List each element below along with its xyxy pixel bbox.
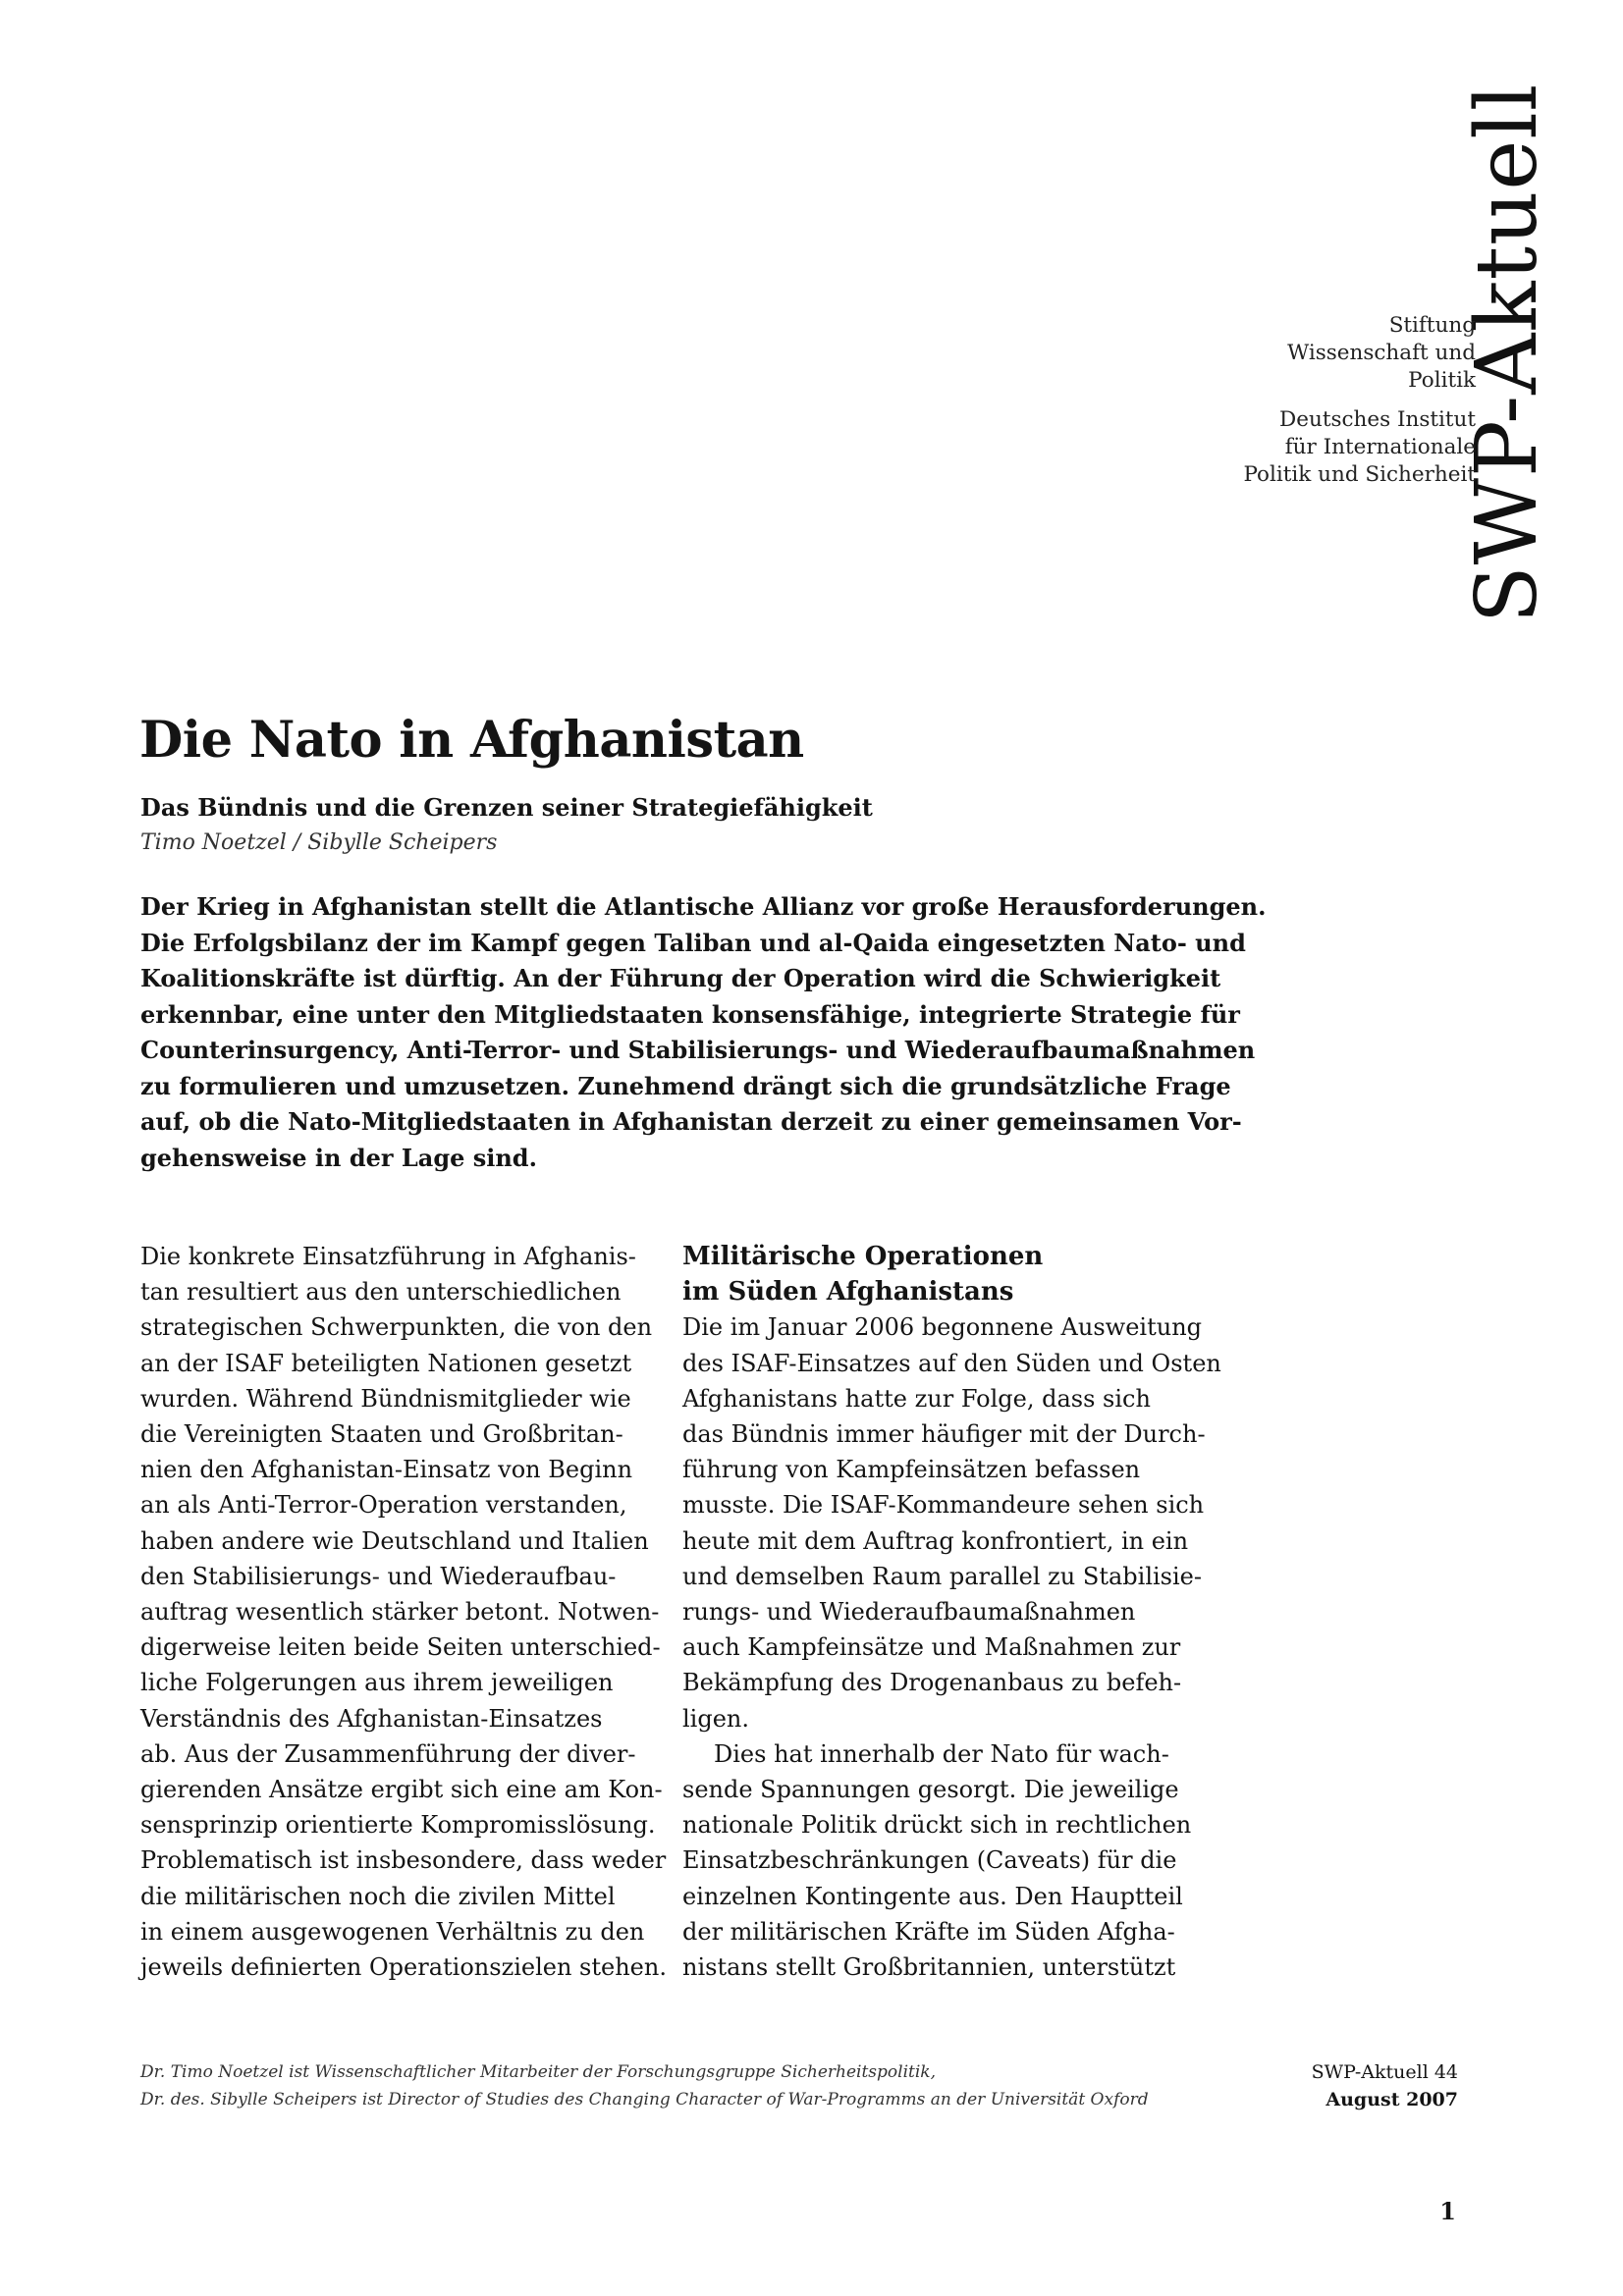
author-footnote [140, 2058, 1149, 2113]
body-line: Einsatzbeschränkungen (Caveats) für die [682, 1846, 1177, 1875]
institute-subtitle-line: Politik und Sicherheit [1243, 462, 1476, 487]
body-line: in einem ausgewogenen Verhältnis zu den [140, 1917, 645, 1946]
body-column-right [682, 1239, 1221, 1985]
abstract-line: Die Erfolgsbilanz der im Kampf gegen Taliban und al-Qaida eingesetzten Nato- und [140, 928, 1246, 957]
body-line: Bekämpfung des Drogenanbaus zu befeh- [682, 1669, 1182, 1697]
body-line: die militärischen noch die zivilen Mittel [140, 1882, 616, 1910]
body-line: jeweils definierten Operationszielen stehen. [140, 1953, 667, 1982]
body-line: auch Kampfeinsätze und Maßnahmen zur [682, 1633, 1181, 1662]
body-line: sensprinzip orientierte Kompromisslösung. [140, 1811, 656, 1840]
body-line: ab. Aus der Zusammenführung der diver- [140, 1739, 636, 1768]
body-line: Verständnis des Afghanistan-Einsatzes [140, 1704, 603, 1733]
institute-name-line: Politik [1408, 368, 1476, 393]
series-date: August 2007 [1325, 2089, 1458, 2110]
body-line: wurden. Während Bündnismitglieder wie [140, 1384, 631, 1413]
body-line: heute mit dem Auftrag konfrontiert, in ein [682, 1526, 1189, 1555]
institute-subtitle [1162, 406, 1476, 489]
body-line: Die konkrete Einsatzführung in Afghanis- [140, 1243, 636, 1270]
abstract-line: gehensweise in der Lage sind. [140, 1143, 537, 1172]
body-line: strategischen Schwerpunkten, die von den [140, 1313, 653, 1342]
body-line: tan resultiert aus den unterschiedlichen [140, 1278, 622, 1307]
abstract-line: auf, ob die Nato-Mitgliedstaaten in Afghanistan derzeit zu einer gemeinsamen Vor- [140, 1107, 1242, 1136]
body-line: liche Folgerungen aus ihrem jeweiligen [140, 1669, 614, 1697]
body-line: nationale Politik drückt sich in rechtlichen [682, 1811, 1192, 1840]
abstract [140, 889, 1267, 1176]
body-line: führung von Kampfeinsätzen befassen [682, 1456, 1141, 1484]
page-title: Die Nato in Afghanistan [139, 711, 804, 770]
section-heading: Militärische Operationen [682, 1242, 1044, 1271]
body-line: den Stabilisierungs- und Wiederaufbau- [140, 1562, 617, 1590]
body-line: ligen. [682, 1704, 750, 1733]
abstract-line: zu formulieren und umzusetzen. Zunehmend drängt sich die grundsätzliche Frage [140, 1071, 1231, 1100]
series-info [1312, 2058, 1458, 2113]
body-line: haben andere wie Deutschland und Italien [140, 1526, 649, 1555]
body-line: und demselben Raum parallel zu Stabilisie- [682, 1562, 1202, 1590]
page-subtitle: Das Bündnis und die Grenzen seiner Strategiefähigkeit [140, 793, 873, 822]
body-line: Die im Januar 2006 begonnene Ausweitung [682, 1313, 1203, 1342]
abstract-line: Koalitionskräfte ist dürftig. An der Führung der Operation wird die Schwierigkeit [140, 964, 1221, 992]
body-line: Problematisch ist insbesondere, dass weder [140, 1846, 667, 1875]
body-line: sende Spannungen gesorgt. Die jeweilige [682, 1776, 1179, 1804]
body-line: des ISAF-Einsatzes auf den Süden und Osten [682, 1349, 1221, 1377]
abstract-line: Der Krieg in Afghanistan stellt die Atlantische Allianz vor große Herausforderungen. [140, 892, 1267, 921]
institute-name-line: Wissenschaft und [1287, 341, 1476, 365]
body-line: auftrag wesentlich stärker betont. Notwen- [140, 1598, 660, 1627]
series-label: SWP-Aktuell 44 [1311, 2061, 1458, 2083]
body-line: Dies hat innerhalb der Nato für wach- [714, 1739, 1169, 1768]
abstract-line: Counterinsurgency, Anti-Terror- und Stabilisierungs- und Wiederaufbaumaßnahmen [140, 1036, 1256, 1064]
body-line: Afghanistans hatte zur Folge, dass sich [682, 1384, 1151, 1413]
body-line: nistans stellt Großbritannien, unterstützt [682, 1953, 1176, 1982]
body-column-left [140, 1239, 667, 1985]
brand-vertical-text: SWP-Aktuell [1458, 82, 1556, 624]
body-line: das Bündnis immer häufiger mit der Durch- [682, 1420, 1206, 1449]
body-line: an als Anti-Terror-Operation verstanden, [140, 1491, 627, 1520]
institute-subtitle-line: Deutsches Institut [1279, 407, 1476, 432]
body-line: rungs- und Wiederaufbaumaßnahmen [682, 1598, 1136, 1627]
body-line: der militärischen Kräfte im Süden Afgha- [682, 1917, 1175, 1946]
abstract-line: erkennbar, eine unter den Mitgliedstaaten konsensfähige, integrierte Strategie für [140, 999, 1240, 1029]
institute-name [1162, 312, 1476, 395]
institute-name-line: Stiftung [1388, 313, 1476, 338]
body-line: musste. Die ISAF-Kommandeure sehen sich [682, 1491, 1205, 1520]
author-line: Timo Noetzel / Sibylle Scheipers [140, 830, 498, 855]
footnote-line: Dr. des. Sibylle Scheipers ist Director of Studies des Changing Character of War-Programms an der Universität Oxford [140, 2090, 1149, 2109]
body-line: nien den Afghanistan-Einsatz von Beginn [140, 1456, 633, 1484]
institute-subtitle-line: für Internationale [1284, 435, 1476, 459]
body-line: gierenden Ansätze ergibt sich eine am Kon- [140, 1776, 663, 1804]
page-number: 1 [1439, 2197, 1456, 2225]
body-line: an der ISAF beteiligten Nationen gesetzt [140, 1349, 632, 1377]
body-line: die Vereinigten Staaten und Großbritan- [140, 1420, 623, 1449]
body-line: einzelnen Kontingente aus. Den Hauptteil [682, 1882, 1183, 1910]
institute-block [1162, 312, 1476, 489]
footnote-line: Dr. Timo Noetzel ist Wissenschaftlicher Mitarbeiter der Forschungsgruppe Sicherheitspolitik, [140, 2062, 936, 2082]
body-line: digerweise leiten beide Seiten unterschied- [140, 1633, 661, 1662]
section-heading: im Süden Afghanistans [682, 1277, 1014, 1308]
